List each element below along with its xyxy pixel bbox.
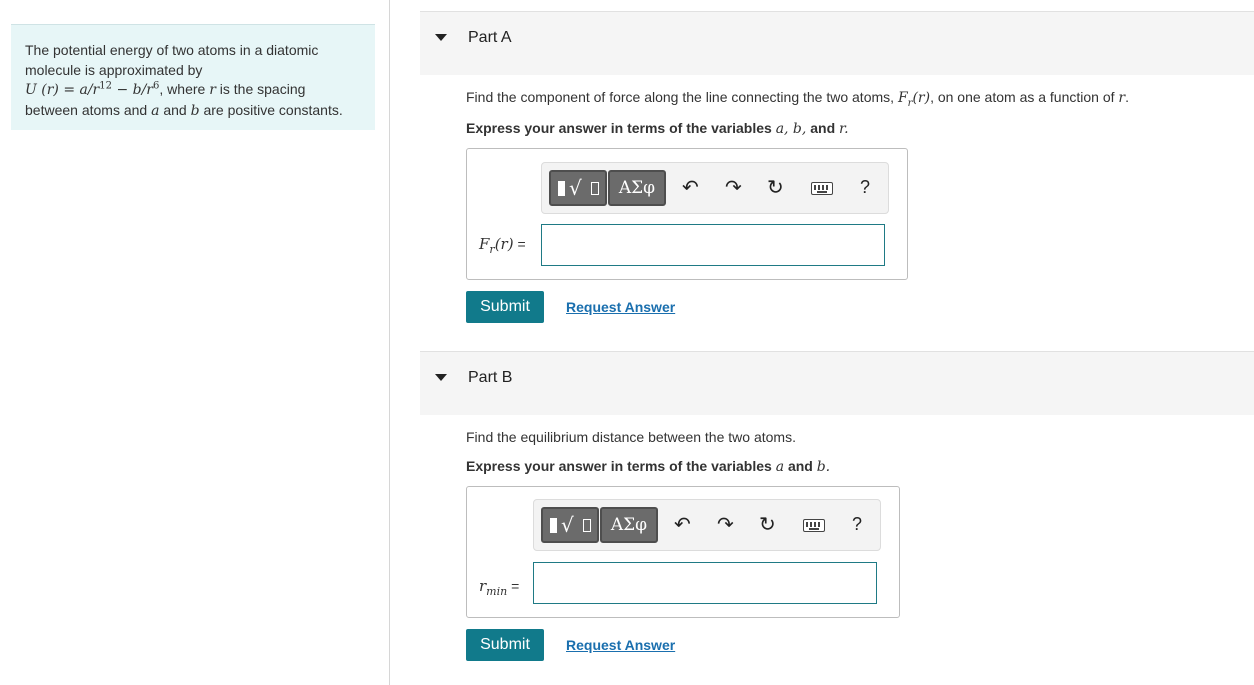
part-a-prompt-var2: r — [1118, 90, 1126, 106]
problem-text-4: are positive constants. — [203, 101, 343, 118]
part-a-instruction — [466, 120, 849, 137]
redo-icon[interactable]: ↷ — [717, 512, 734, 536]
templates-button[interactable]: √ — [549, 170, 607, 206]
part-b-title: Part B — [468, 369, 513, 386]
part-a-math-toolbar — [541, 162, 889, 214]
problem-text-3: is the spacing between atoms and — [25, 81, 306, 118]
help-icon[interactable]: ? — [852, 514, 863, 534]
redo-icon[interactable]: ↷ — [725, 175, 742, 199]
templates-button[interactable]: √ — [541, 507, 599, 543]
collapse-caret-icon[interactable] — [435, 374, 447, 381]
part-b-answer-box — [466, 486, 900, 618]
part-a-header[interactable] — [420, 11, 1254, 75]
part-b-prompt: Find the equilibrium distance between the two atoms. — [466, 429, 796, 445]
part-a-prompt-text: Find the component of force along the line connecting the two atoms, — [466, 89, 895, 105]
problem-text-and: and — [163, 101, 187, 118]
part-b-instruction-and: and — [787, 458, 813, 474]
help-icon[interactable]: ? — [860, 177, 871, 197]
part-b-answer-input[interactable] — [533, 562, 877, 604]
part-b-math-toolbar — [533, 499, 881, 551]
problem-text-2: , where — [159, 81, 206, 97]
part-a-prompt-var: $F_r(r)$ — [897, 90, 931, 109]
greek-letters-button[interactable]: ΑΣφ — [608, 170, 666, 206]
keyboard-icon[interactable] — [811, 182, 833, 195]
part-b-header[interactable] — [420, 351, 1254, 415]
part-b-request-answer-link[interactable]: Request Answer — [566, 637, 676, 653]
undo-icon[interactable]: ↶ — [674, 512, 691, 536]
problem-statement — [11, 24, 375, 130]
part-a-answer-box — [466, 148, 908, 280]
problem-text-1: The potential energy of two atoms in a diatomic molecule is approximated by — [25, 42, 319, 78]
part-a-request-answer-link[interactable]: Request Answer — [566, 299, 676, 315]
part-a-prompt: Find the component of force along the line connecting the two atoms, $F_r(r)$, on one atom as a function of r. — [466, 89, 1130, 109]
greek-letters-button[interactable]: ΑΣφ — [600, 507, 658, 543]
part-a-instruction-var-last: r. — [839, 121, 849, 137]
reset-icon[interactable]: ↻ — [767, 175, 784, 199]
part-a-instruction-vars: a, b, — [775, 121, 807, 137]
part-a-instruction-and: and — [810, 120, 836, 136]
keyboard-icon[interactable] — [803, 519, 825, 532]
panel-divider — [389, 0, 390, 685]
part-b-submit-button[interactable]: Submit — [466, 629, 544, 661]
var-b: b — [190, 102, 200, 119]
templates-icon — [550, 518, 557, 533]
collapse-caret-icon[interactable] — [435, 34, 447, 41]
potential-energy-equation: U $(r) = a/r^{12} - b/r^6$ — [25, 80, 160, 98]
part-b-instruction — [466, 458, 830, 475]
templates-icon — [558, 181, 565, 196]
part-a-prompt-text-2: , on one atom as a function of — [930, 89, 1115, 105]
part-a-answer-input[interactable] — [541, 224, 885, 266]
part-a-submit-button[interactable]: Submit — [466, 291, 544, 323]
undo-icon[interactable]: ↶ — [682, 175, 699, 199]
part-b-instruction-text: Express your answer in terms of the variables — [466, 458, 772, 474]
part-a-instruction-text: Express your answer in terms of the variables — [466, 120, 772, 136]
reset-icon[interactable]: ↻ — [759, 512, 776, 536]
part-b-answer-label: $r_{min}$ = — [479, 577, 520, 598]
part-b-instruction-vars: a — [775, 459, 785, 475]
part-a-title: Part A — [468, 29, 512, 46]
part-a-answer-label: $F_r(r)$ = — [479, 235, 526, 256]
var-r: r — [209, 82, 216, 98]
var-a: a — [151, 102, 160, 119]
part-b-instruction-var-last: b. — [816, 459, 831, 475]
